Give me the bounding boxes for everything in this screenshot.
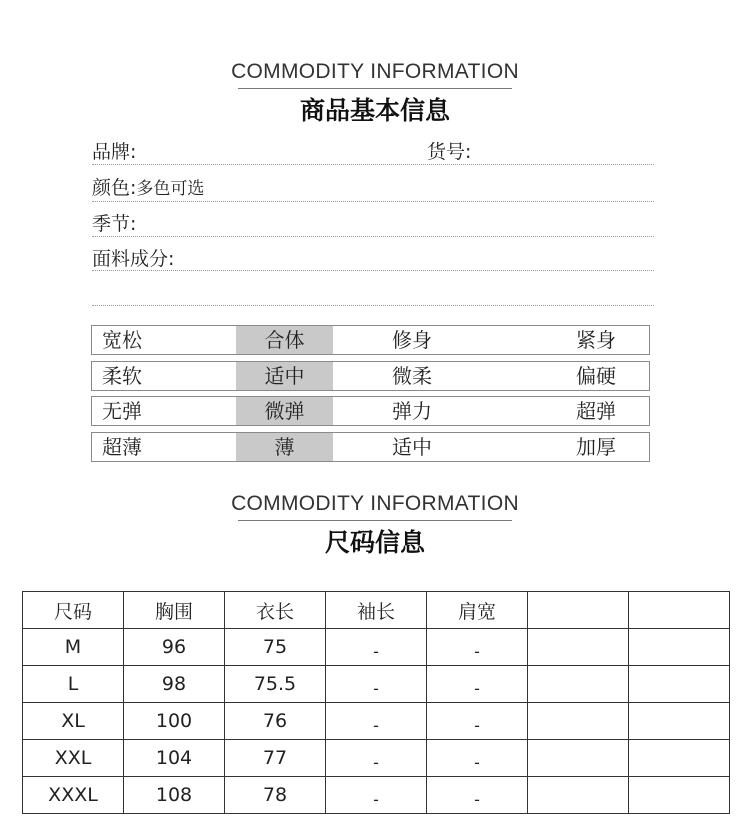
size-table-cell: [629, 666, 730, 703]
size-table-cell: [528, 629, 629, 666]
size-table-cell: [528, 666, 629, 703]
season-label: 季节:: [92, 213, 137, 235]
fabric-line: [92, 270, 654, 271]
attribute-option: 加厚: [576, 435, 616, 459]
size-table-header-cell: 胸围: [124, 592, 225, 629]
attribute-option: 弹力: [392, 399, 432, 423]
size-table-cell: M: [23, 629, 124, 666]
size-table-header-cell: 袖长: [326, 592, 427, 629]
size-table-row: [23, 703, 730, 740]
size-table-cell: [629, 703, 730, 740]
size-table-cell: 100: [124, 703, 225, 740]
size-table-row: [23, 629, 730, 666]
size-table-header-cell: 肩宽: [427, 592, 528, 629]
size-table-cell: -: [326, 703, 427, 740]
size-table-cell: L: [23, 666, 124, 703]
size-table-cell: [528, 777, 629, 814]
size-table-cell: [528, 740, 629, 777]
size-table-cell: 75: [225, 629, 326, 666]
size-section-title-cn: 尺码信息: [324, 528, 425, 557]
size-table-cell: -: [427, 666, 528, 703]
size-table-cell: 96: [124, 629, 225, 666]
attribute-option: 微柔: [392, 364, 432, 388]
size-table-cell: 77: [225, 740, 326, 777]
size-table-cell: -: [326, 777, 427, 814]
item-number-label: 货号:: [427, 141, 472, 163]
section-title-cn: 商品基本信息: [299, 96, 450, 125]
attribute-option: 紧身: [576, 328, 616, 352]
color-value: 多色可选: [136, 179, 205, 199]
attribute-option: 柔软: [102, 364, 142, 388]
size-table-cell: 108: [124, 777, 225, 814]
attribute-option: 超薄: [102, 435, 142, 459]
heading-divider: [238, 88, 512, 89]
size-heading-divider: [238, 520, 512, 521]
attribute-option: 超弹: [576, 399, 616, 423]
size-table-cell: -: [427, 703, 528, 740]
attribute-option-selected: 薄: [236, 433, 333, 461]
brand-label: 品牌:: [92, 141, 137, 163]
color-line: [92, 201, 654, 202]
size-table-header: [23, 592, 730, 629]
brand-line: [92, 164, 654, 165]
size-table-header-cell: 尺码: [23, 592, 124, 629]
size-table-cell: 75.5: [225, 666, 326, 703]
attribute-option-selected: 微弹: [236, 397, 333, 425]
size-table: [22, 591, 730, 814]
size-table-cell: [629, 777, 730, 814]
attribute-option-selected: 合体: [236, 326, 333, 354]
size-table-cell: 104: [124, 740, 225, 777]
season-line: [92, 236, 654, 237]
color-label: 颜色:: [92, 177, 137, 199]
fabric-label: 面料成分:: [92, 248, 175, 270]
size-table-header-cell: [629, 592, 730, 629]
attribute-option: 修身: [392, 328, 432, 352]
blank-line: [92, 305, 654, 306]
attribute-row: [91, 325, 650, 355]
size-table-cell: -: [427, 740, 528, 777]
attribute-option: 适中: [392, 435, 432, 459]
size-table-cell: [528, 703, 629, 740]
attribute-option: 偏硬: [576, 364, 616, 388]
color-field: [92, 173, 204, 200]
size-table-cell: 76: [225, 703, 326, 740]
size-table-row: [23, 666, 730, 703]
size-table-header-cell: 衣长: [225, 592, 326, 629]
size-table-cell: XXL: [23, 740, 124, 777]
size-table-cell: 78: [225, 777, 326, 814]
size-table-cell: -: [326, 740, 427, 777]
attribute-row: [91, 396, 650, 426]
attribute-row: [91, 361, 650, 391]
size-table-cell: -: [427, 629, 528, 666]
attribute-option: 宽松: [102, 328, 142, 352]
size-section-title-en: COMMODITY INFORMATION: [231, 492, 519, 515]
size-table-cell: [629, 629, 730, 666]
size-table-cell: XXXL: [23, 777, 124, 814]
attribute-option: 无弹: [102, 399, 142, 423]
size-table-cell: [629, 740, 730, 777]
size-table-cell: -: [427, 777, 528, 814]
attribute-option-selected: 适中: [236, 362, 333, 390]
attribute-row: [91, 432, 650, 462]
section-title-en: COMMODITY INFORMATION: [231, 60, 519, 83]
size-table-row: [23, 740, 730, 777]
size-table-cell: XL: [23, 703, 124, 740]
size-table-row: [23, 777, 730, 814]
size-table-cell: -: [326, 629, 427, 666]
size-table-cell: -: [326, 666, 427, 703]
size-table-header-cell: [528, 592, 629, 629]
size-table-cell: 98: [124, 666, 225, 703]
